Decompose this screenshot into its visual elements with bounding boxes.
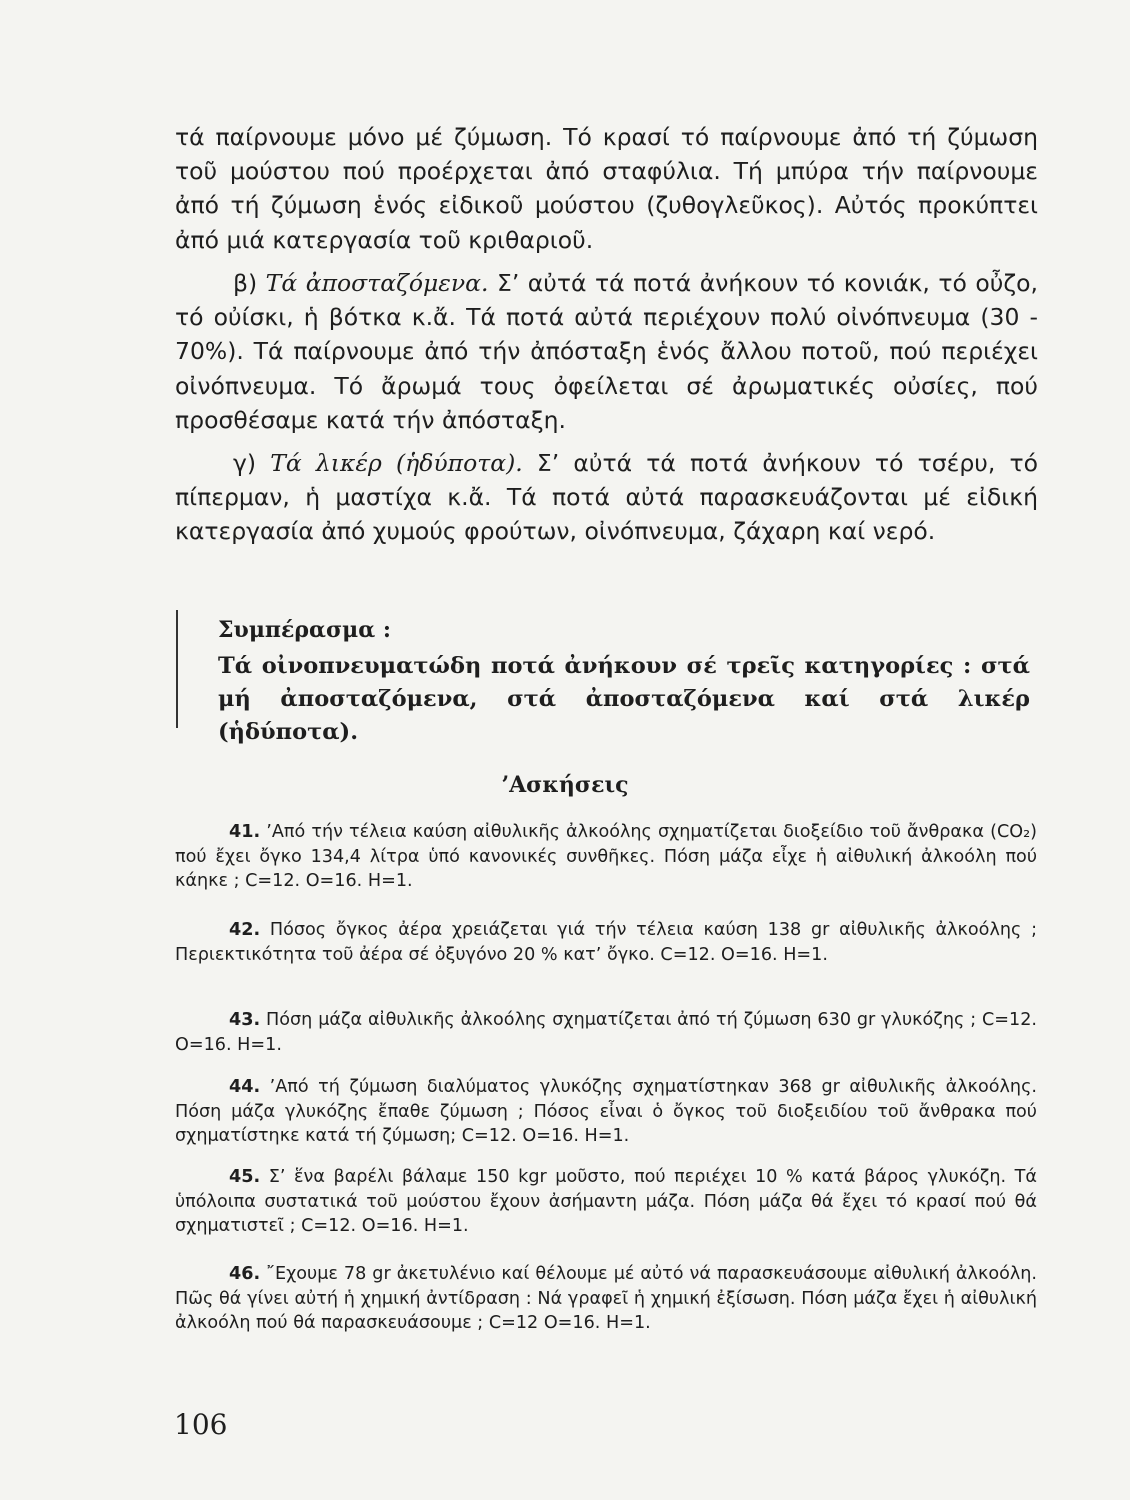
exercise-46 <box>175 1262 1037 1336</box>
paragraph-distilled-drinks <box>175 266 1038 437</box>
paragraph-liqueurs <box>175 446 1038 549</box>
exercise-text: ’Από τήν τέλεια καύση αἰθυλικῆς ἀλκοόλης σχηματίζεται διοξείδιο τοῦ ἄνθρακα (CO₂) πού ἔχει ὄγκο 134,4 λίτρα ὑπό κανονικές συνθῆκες. Πόση μάζα εἶχε ἡ αἰθυλική ἀλκοόλη πού κάηκε ; C=12. O=16. H=1. <box>175 822 1037 892</box>
exercise-44 <box>175 1075 1037 1149</box>
term-liqueurs: Τά λικέρ (ἡδύποτα). <box>270 449 523 477</box>
exercise-text: Πόσος ὄγκος ἀέρα χρειάζεται γιά τήν τέλεια καύση 138 gr αἰθυλικῆς ἀλκοόλης ; Περιεκτικότητα τοῦ ἀέρα σέ ὀξυγόνο 20 % κατ’ ὄγκο. C=12. O=16. H=1. <box>175 920 1037 965</box>
exercise-number: 41. <box>229 822 261 842</box>
paragraph-liqueurs-text: Σ’ αὐτά τά ποτά ἀνήκουν τό τσέρυ, τό πίπερμαν, ἡ μαστίχα κ.ἄ. Τά ποτά αὐτά παρασκευάζονται μέ εἰδική κατεργασία ἀπό χυμούς φρούτων, οἰνόπνευμα, ζάχαρη καί νερό. <box>175 449 1038 546</box>
exercise-42 <box>175 918 1037 967</box>
exercises-heading: ’Ασκήσεις <box>501 772 629 798</box>
exercise-text: ῎Εχουμε 78 gr ἀκετυλένιο καί θέλουμε μέ αὐτό νά παρασκευάσουμε αἰθυλική ἀλκοόλη. Πῶς θά γίνει αὐτή ἡ χημική ἀντίδραση : Νά γραφεῖ ἡ χημική ἐξίσωση. Πόση μάζα ἔχει ἡ αἰθυλική ἀλκοόλη πού θά παρασκευάσουμε ; C=12 O=16. H=1. <box>175 1264 1037 1334</box>
paragraph-fermented-drinks: τά παίρνουμε μόνο μέ ζύμωση. Τό κρασί τό παίρνουμε ἀπό τή ζύμωση τοῦ μούστου πού προέρχεται ἀπό σταφύλια. Τή μπύρα τήν παίρνουμε ἀπό τή ζύμωση ἑνός εἰδικοῦ μούστου (ζυθογλεῦκος). Αὐτός προκύπτει ἀπό μιά κατεργασία τοῦ κριθαριοῦ. <box>175 123 1038 254</box>
exercise-text: Πόση μάζα αἰθυλικῆς ἀλκοόλης σχηματίζεται ἀπό τή ζύμωση 630 gr γλυκόζης ; C=12. O=16. H=1. <box>175 1010 1037 1055</box>
page-number: 106 <box>174 1408 228 1441</box>
exercise-text: ’Από τή ζύμωση διαλύματος γλυκόζης σχηματίστηκαν 368 gr αἰθυλικῆς ἀλκοόλης. Πόση μάζα γλυκόζης ἔπαθε ζύμωση ; Πόσος εἶναι ὁ ὄγκος τοῦ διοξειδίου τοῦ ἄνθρακα πού σχηματίστηκε κατά τή ζύμωση; C=12. O=16. H=1. <box>175 1077 1037 1147</box>
exercise-43 <box>175 1008 1037 1057</box>
summary-text: Τά οἰνοπνευματώδη ποτά ἀνήκουν σέ τρεῖς κατηγορίες : στά μή ἀποσταζόμενα, στά ἀποσταζόμενα καί στά λικέρ (ἡδύποτα). <box>218 653 1030 745</box>
item-label-b: β) <box>233 269 258 297</box>
summary-title: Συμπέρασμα : <box>218 617 391 643</box>
exercise-number: 45. <box>229 1167 261 1187</box>
exercise-text: Σ’ ἕνα βαρέλι βάλαμε 150 kgr μοῦστο, πού περιέχει 10 % κατά βάρος γλυκόζη. Τά ὑπόλοιπα συστατικά τοῦ μούστου ἔχουν ἀσήμαντη μάζα. Πόση μάζα θά ἔχει τό κρασί πού θά σχηματιστεῖ ; C=12. O=16. H=1. <box>175 1167 1037 1237</box>
exercise-41 <box>175 820 1037 894</box>
term-distilled: Τά ἀποσταζόμενα. <box>265 269 489 297</box>
exercise-number: 43. <box>229 1010 261 1030</box>
exercise-number: 46. <box>229 1264 261 1284</box>
item-label-c: γ) <box>233 449 257 477</box>
exercise-number: 42. <box>229 920 261 940</box>
exercise-45 <box>175 1165 1037 1239</box>
exercise-number: 44. <box>229 1077 261 1097</box>
paragraph-distilled-text: Σ’ αὐτά τά ποτά ἀνήκουν τό κονιάκ, τό οὖζο, τό οὐίσκι, ἡ βότκα κ.ἄ. Τά ποτά αὐτά περιέχουν πολύ οἰνόπνευμα (30 - 70%). Τά παίρνουμε ἀπό τήν ἀπόσταξη ἑνός ἄλλου ποτοῦ, πού περιέχει οἰνόπνευμα. Τό ἄρωμά τους ὀφείλεται σέ ἀρωματικές οὐσίες, πού προσθέσαμε κατά τήν ἀπόσταξη. <box>175 269 1038 434</box>
